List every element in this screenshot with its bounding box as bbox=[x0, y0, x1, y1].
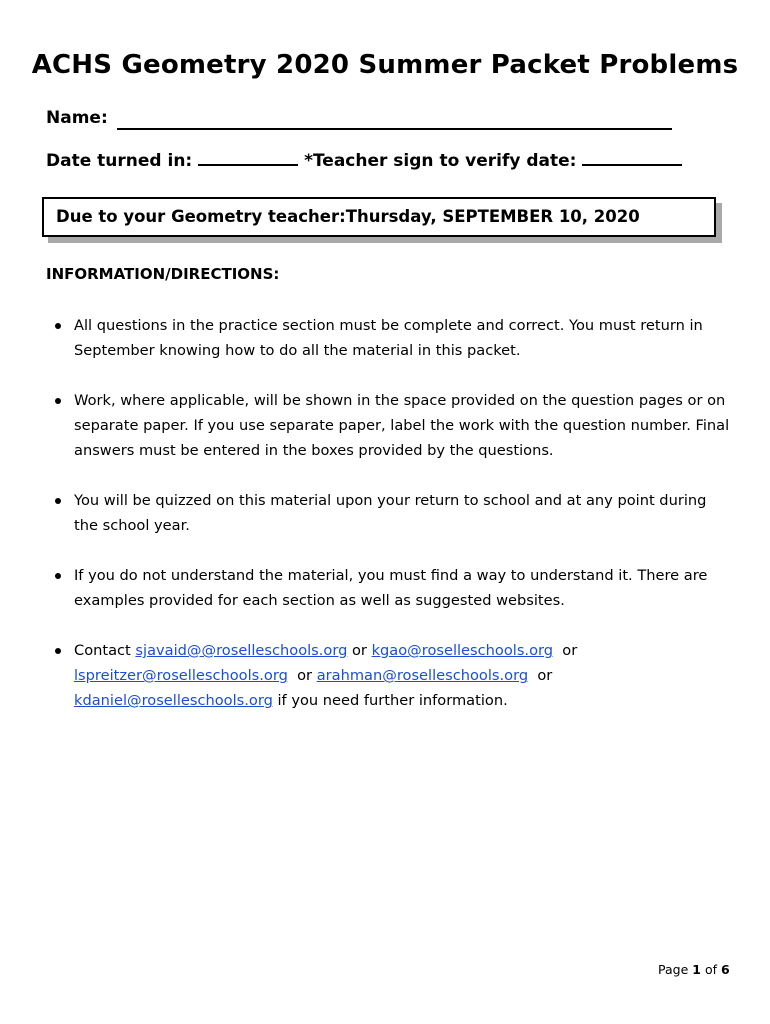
total-pages: 6 bbox=[720, 962, 730, 977]
bullet-text: Work, where applicable, will be shown in the space provided on the question pages or on separate paper. If you use separate paper, label the work with the question number. Final answers must be entered in the boxes provided by the questions. bbox=[74, 392, 730, 459]
contact-ending: if you need further information. bbox=[277, 692, 508, 709]
email-link-lspreitzer[interactable]: lspreitzer@roselleschools.org bbox=[74, 667, 288, 684]
bullet-text: You will be quizzed on this material upon your return to school and at any point during the school year. bbox=[74, 492, 707, 534]
email-link-arahman[interactable]: arahman@roselleschools.org bbox=[316, 667, 529, 684]
date-row bbox=[46, 150, 726, 171]
page-title: ACHS Geometry 2020 Summer Packet Problems bbox=[31, 50, 739, 80]
list-item-contact bbox=[52, 638, 732, 713]
list-item bbox=[52, 313, 732, 363]
page-number bbox=[658, 962, 730, 977]
bullet-icon bbox=[55, 323, 61, 329]
date-turned-in-label: Date turned in: bbox=[46, 151, 193, 171]
name-blank-line[interactable] bbox=[117, 128, 672, 130]
due-date-box bbox=[42, 197, 716, 237]
or-word: or bbox=[562, 642, 578, 659]
directions-list bbox=[52, 313, 732, 738]
or-word: or bbox=[297, 667, 313, 684]
contact-word: Contact bbox=[74, 642, 131, 659]
due-date-text: Due to your Geometry teacher:Thursday, SEPTEMBER 10, 2020 bbox=[56, 207, 640, 226]
email-link-kdaniel[interactable]: kdaniel@roselleschools.org bbox=[74, 692, 273, 709]
name-label: Name: bbox=[46, 108, 108, 128]
or-word: or bbox=[352, 642, 367, 659]
bullet-text: If you do not understand the material, you must find a way to understand it. There are examples provided for each section as well as suggested websites. bbox=[74, 567, 708, 609]
of-word: of bbox=[704, 962, 717, 977]
info-heading: INFORMATION/DIRECTIONS: bbox=[46, 265, 280, 283]
teacher-sign-label: *Teacher sign to verify date: bbox=[304, 151, 577, 171]
list-item bbox=[52, 488, 732, 538]
date-blank-line[interactable] bbox=[198, 150, 298, 166]
email-link-sjavaid[interactable]: sjavaid@@roselleschools.org bbox=[135, 642, 348, 659]
list-item bbox=[52, 388, 732, 463]
list-item bbox=[52, 563, 732, 613]
teacher-date-blank-line[interactable] bbox=[582, 150, 682, 166]
bullet-icon bbox=[55, 498, 61, 504]
bullet-icon bbox=[55, 648, 61, 654]
or-word: or bbox=[537, 667, 553, 684]
page-word: Page bbox=[658, 962, 689, 977]
email-link-kgao[interactable]: kgao@roselleschools.org bbox=[371, 642, 554, 659]
bullet-icon bbox=[55, 398, 61, 404]
current-page: 1 bbox=[692, 962, 701, 977]
bullet-text: All questions in the practice section must be complete and correct. You must return in September knowing how to do all the material in this packet. bbox=[74, 317, 703, 359]
bullet-icon bbox=[55, 573, 61, 579]
